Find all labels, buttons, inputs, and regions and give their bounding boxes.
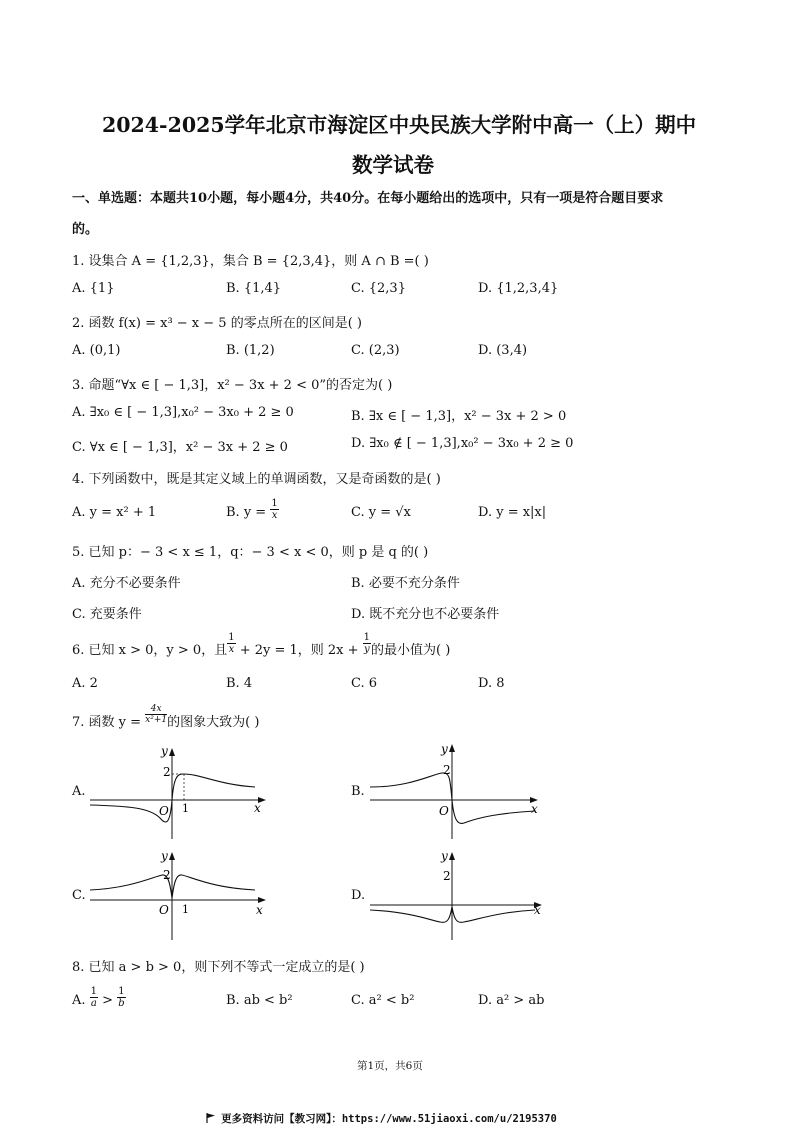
- graph-a-axis-x: x: [254, 801, 261, 815]
- page-title-line1: 2024-2025学年北京市海淀区中央民族大学附中高一（上）期中: [102, 113, 697, 137]
- fraction-numerator: 1: [228, 632, 235, 643]
- fraction-numerator: 1: [118, 986, 125, 997]
- question-3-option-b: B. ∃x ∈ [ − 1,3]，x² − 3x + 2 > 0: [351, 409, 567, 424]
- graph-d: [370, 848, 550, 943]
- question-3-option-a: A. ∃x₀ ∈ [ − 1,3],x₀² − 3x₀ + 2 ≥ 0: [72, 405, 294, 420]
- question-8-fraction-2: [117, 986, 125, 1009]
- fraction-numerator: 1: [90, 986, 98, 997]
- question-4-option-b-label: B. y =: [226, 505, 271, 520]
- question-6-stem: [72, 632, 451, 658]
- question-2-option-b: B. (1,2): [226, 343, 275, 358]
- question-8-option-a-label: A.: [72, 993, 90, 1008]
- question-2-option-d: D. (3,4): [478, 343, 528, 358]
- question-1-option-b: B. {1,4}: [226, 281, 282, 296]
- question-4-option-b-fraction: [270, 498, 278, 521]
- question-1-option-a: A. {1}: [72, 281, 115, 296]
- question-6-stem-a: 6. 已知 x > 0，y > 0，且: [72, 643, 228, 658]
- graph-a-origin: O: [159, 804, 169, 818]
- fraction-denominator: b: [118, 998, 125, 1009]
- question-3-option-c: C. ∀x ∈ [ − 1,3]，x² − 3x + 2 ≥ 0: [72, 440, 288, 455]
- question-4-option-b: [226, 498, 279, 521]
- page-number: 第1页，共6页: [357, 1060, 423, 1072]
- question-7-stem-a: 7. 函数 y =: [72, 715, 146, 730]
- question-1-option-d: D. {1,2,3,4}: [478, 281, 559, 296]
- graph-b-label: B.: [351, 784, 365, 799]
- question-8-option-c: C. a² < b²: [351, 993, 415, 1008]
- graph-c-axis-x: x: [256, 903, 263, 917]
- question-8-gt: >: [98, 993, 118, 1008]
- graph-c: [90, 848, 270, 943]
- graph-a-tick-x: 1: [182, 802, 189, 815]
- graph-d-label: D.: [351, 888, 366, 903]
- question-4-option-a: A. y = x² + 1: [72, 505, 157, 520]
- question-7-stem: [72, 704, 260, 730]
- fraction-denominator: x²+1: [145, 715, 168, 725]
- fraction-numerator: 4x: [145, 704, 167, 715]
- question-5-stem: 5. 已知 p：− 3 < x ≤ 1，q：− 3 < x < 0，则 p 是 q 的( ): [72, 545, 429, 560]
- question-5-option-b: B. 必要不充分条件: [351, 576, 460, 591]
- graph-a-axis-y: y: [161, 744, 168, 758]
- question-2-stem: 2. 函数 f(x) = x³ − x − 5 的零点所在的区间是( ): [72, 316, 362, 331]
- question-8-option-a: [72, 986, 126, 1009]
- question-2-option-c: C. (2,3): [351, 343, 400, 358]
- graph-c-axis-y: y: [161, 849, 168, 863]
- graph-d-axis-x: x: [534, 903, 541, 917]
- question-6-stem-c: 的最小值为( ): [371, 643, 451, 658]
- section-header-line1: 一、单选题：本题共10小题，每小题4分，共40分。在每小题给出的选项中，只有一项是符合题目要求: [72, 191, 664, 206]
- question-8-stem: 8. 已知 a > b > 0，则下列不等式一定成立的是( ): [72, 960, 365, 975]
- question-1-option-c: C. {2,3}: [351, 281, 406, 296]
- question-8-option-d: D. a² > ab: [478, 993, 545, 1008]
- fraction-denominator: x: [271, 510, 278, 521]
- question-5-option-a: A. 充分不必要条件: [72, 576, 181, 591]
- flag-icon: [206, 1108, 216, 1118]
- question-5-option-c: C. 充要条件: [72, 607, 142, 622]
- question-6-option-b: B. 4: [226, 676, 253, 691]
- question-8-option-b: B. ab < b²: [226, 993, 293, 1008]
- graph-b-tick-y: 2: [443, 763, 451, 777]
- graph-a-tick-y: 2: [163, 765, 171, 779]
- graph-c-tick-y: 2: [163, 868, 171, 882]
- question-6-fraction-2: [363, 632, 371, 655]
- question-3-stem: 3. 命题“∀x ∈ [ − 1,3]，x² − 3x + 2 < 0”的否定为( ): [72, 378, 393, 393]
- fraction-denominator: y: [364, 644, 370, 655]
- graph-b-axis-x: x: [531, 802, 538, 816]
- fraction-numerator: 1: [363, 632, 371, 643]
- promo-link-text[interactable]: 更多资料访问【教习网】：https://www.51jiaoxi.com/u/2195370: [221, 1113, 557, 1125]
- question-7-stem-b: 的图象大致为( ): [167, 715, 260, 730]
- graph-c-label: C.: [72, 888, 86, 903]
- question-6-fraction-1: [227, 632, 235, 655]
- question-6-option-a: A. 2: [72, 676, 98, 691]
- question-4-option-d: D. y = x|x|: [478, 505, 547, 520]
- graph-a-label: A.: [72, 784, 86, 799]
- question-3-option-d: D. ∃x₀ ∉ [ − 1,3],x₀² − 3x₀ + 2 ≥ 0: [351, 436, 574, 451]
- question-6-stem-b: + 2y = 1，则 2x +: [235, 643, 363, 658]
- question-8-fraction-1: [90, 986, 98, 1009]
- question-6-option-c: C. 6: [351, 676, 378, 691]
- graph-d-tick-y: 2: [443, 869, 451, 883]
- graph-c-origin: O: [159, 903, 169, 917]
- promo-footer[interactable]: [206, 1107, 557, 1126]
- graph-d-axis-y: y: [441, 849, 448, 863]
- question-1-stem: 1. 设集合 A = {1,2,3}，集合 B = {2,3,4}，则 A ∩ B =( ): [72, 254, 429, 269]
- question-4-option-c: C. y = √x: [351, 505, 411, 520]
- section-header-line2: 的。: [72, 222, 99, 237]
- graph-b-origin: O: [439, 804, 449, 818]
- fraction-denominator: x: [228, 644, 235, 655]
- question-2-option-a: A. (0,1): [72, 343, 121, 358]
- graph-b-axis-y: y: [441, 743, 448, 756]
- graph-a: [90, 743, 270, 843]
- question-6-option-d: D. 8: [478, 676, 505, 691]
- fraction-numerator: 1: [271, 498, 278, 509]
- question-7-fraction: [145, 704, 167, 725]
- question-4-stem: 4. 下列函数中，既是其定义域上的单调函数，又是奇函数的是( ): [72, 472, 441, 487]
- graph-b: [370, 743, 550, 843]
- fraction-denominator: a: [90, 998, 97, 1009]
- question-5-option-d: D. 既不充分也不必要条件: [351, 607, 500, 622]
- graph-c-tick-x: 1: [182, 903, 189, 916]
- page-title-line2: 数学试卷: [352, 153, 434, 177]
